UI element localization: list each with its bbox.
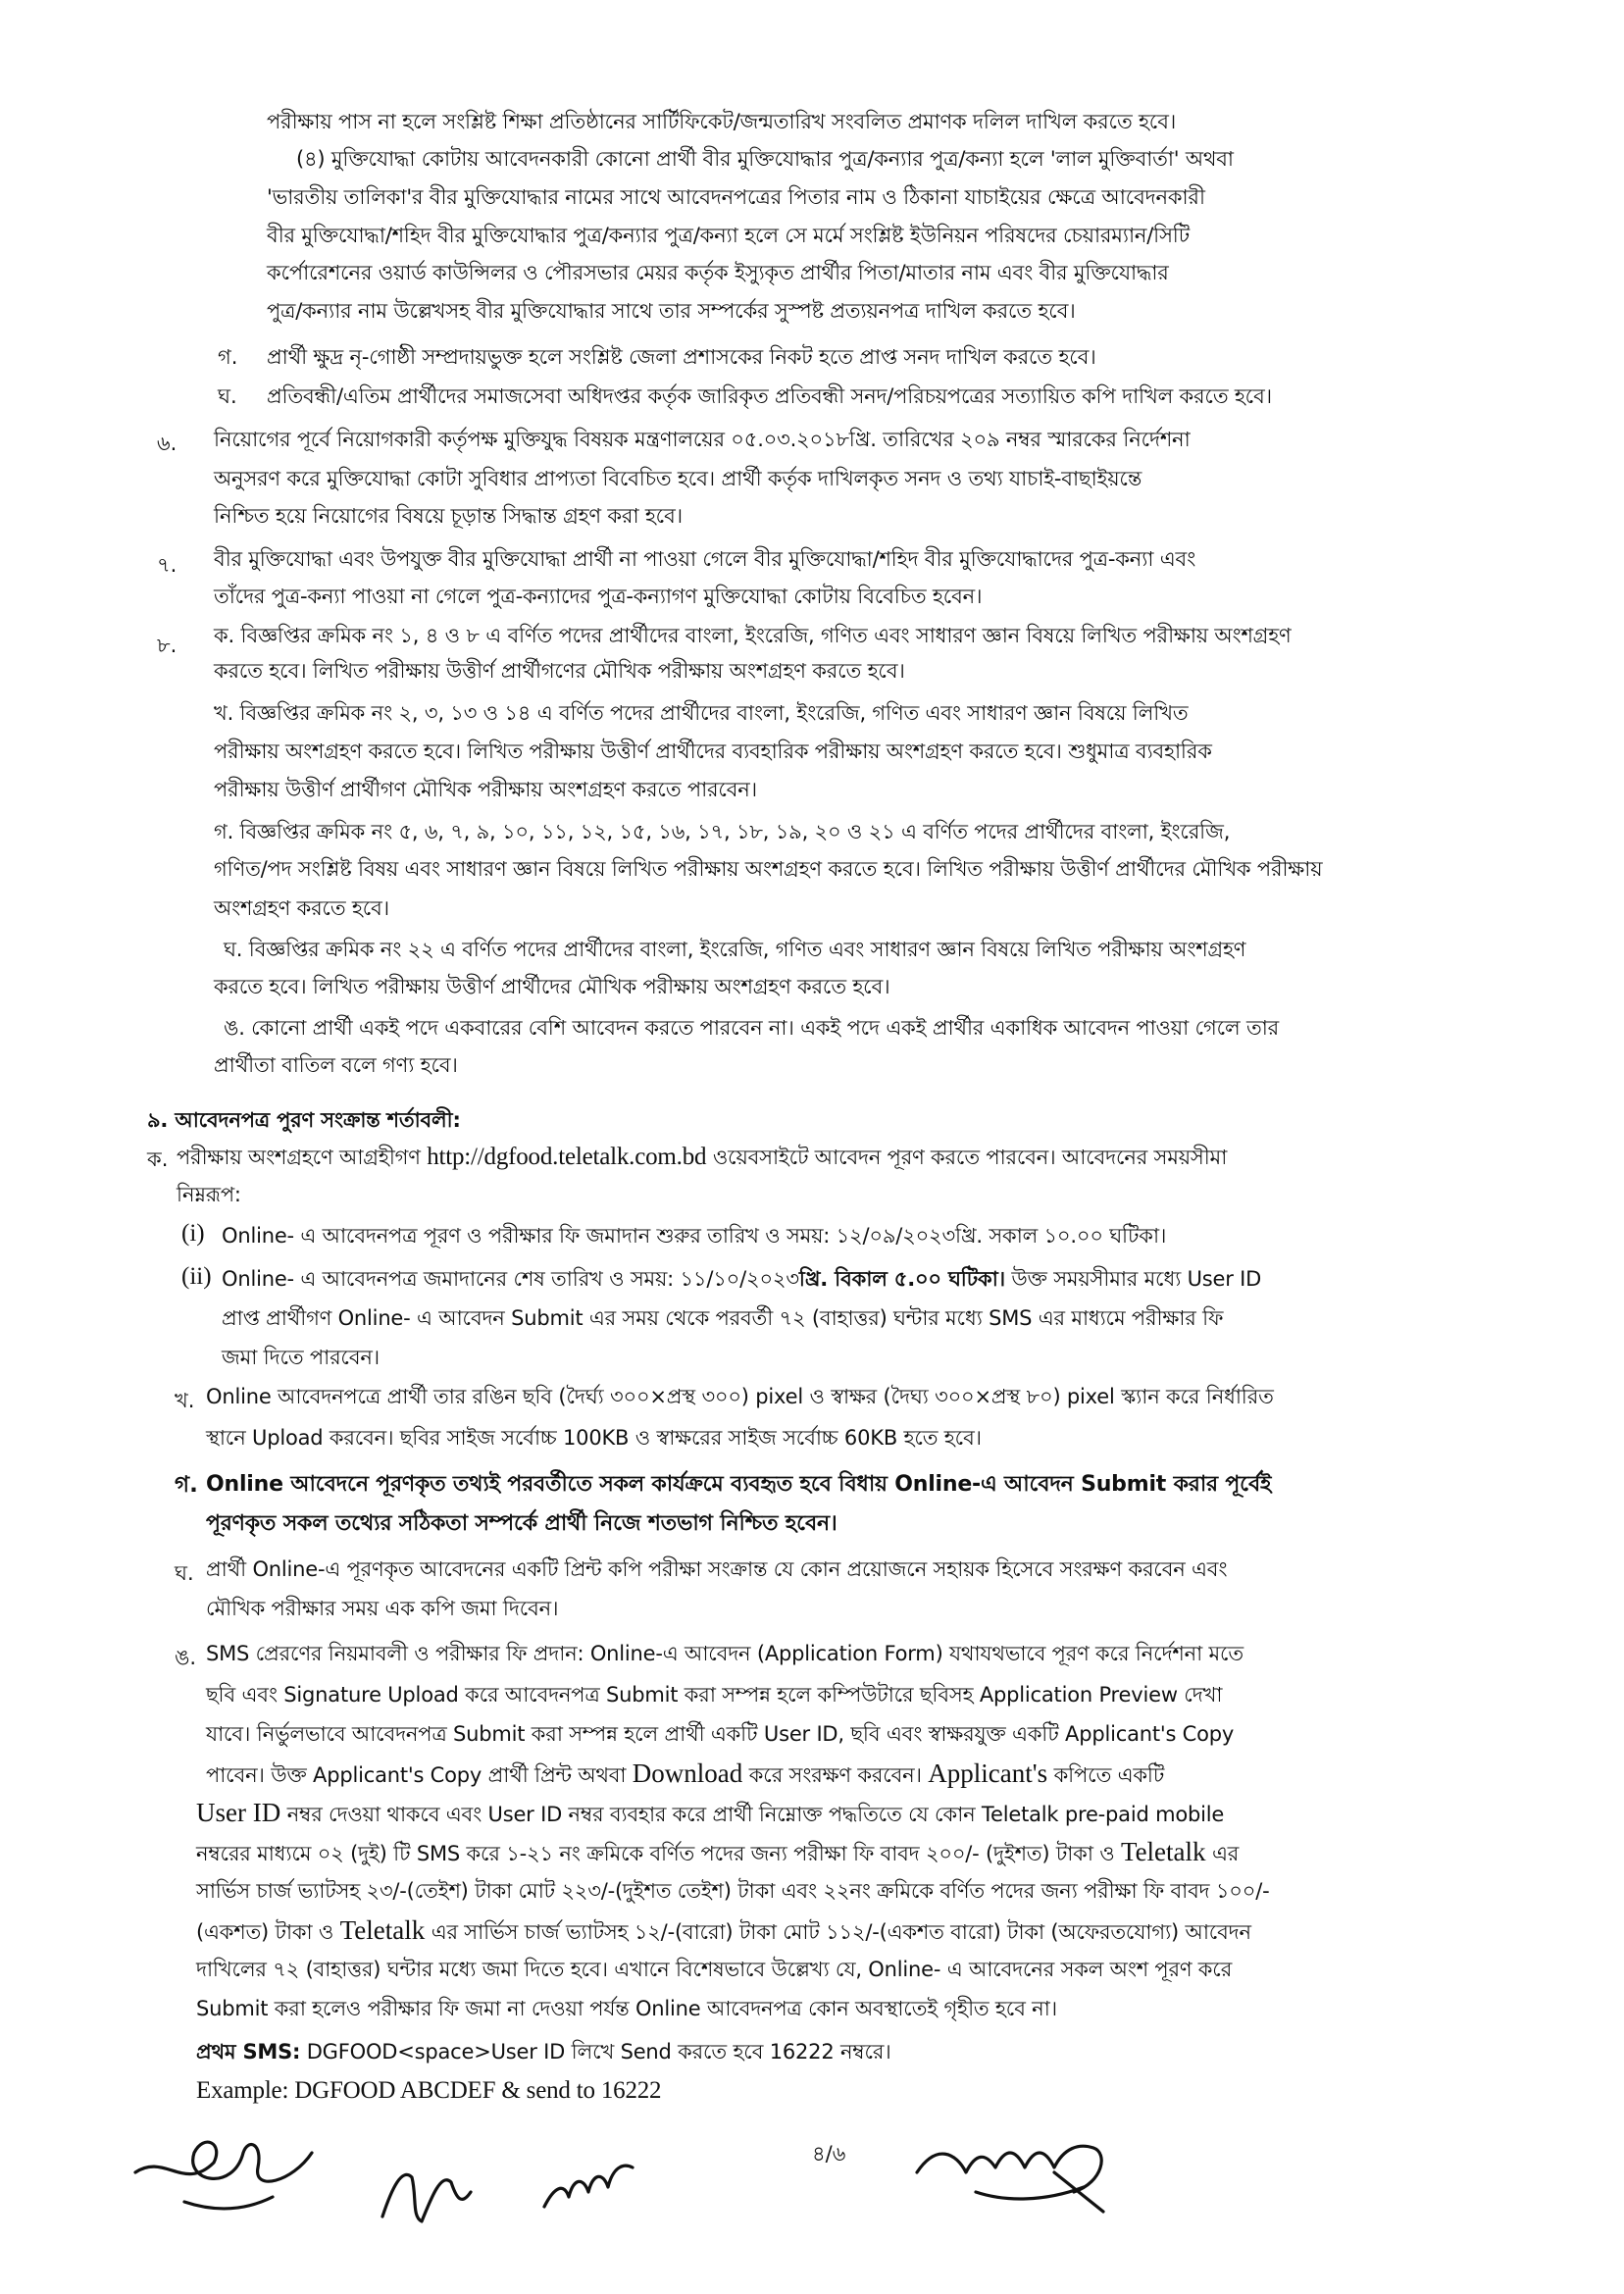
text-span-large: Teletalk — [339, 1915, 426, 1945]
text-line: 'ভারতীয় তালিকা'র বীর মুক্তিযোদ্ধার নামের সাথে আবেদনপত্রের পিতার নাম ও ঠিকানা যাচাইয়ের ক্ষেত্রে আবেদনকারী — [267, 185, 1205, 209]
text-line: পূরণকৃত সকল তথ্যের সঠিকতা সম্পর্কে প্রার্থী নিজে শতভাগ নিশ্চিত হবেন। — [206, 1511, 837, 1536]
item-label: (i) — [181, 1220, 205, 1247]
text-line: Submit করা হলেও পরীক্ষার ফি জমা না দেওয়া পর্যন্ত Online আবেদনপত্র কোন অবস্থাতেই গৃহীত হবে না। — [196, 1997, 1057, 2020]
text-span-large: Teletalk — [1120, 1837, 1206, 1866]
item-label: গ. — [175, 1472, 198, 1498]
text-line: গণিত/পদ সংশ্লিষ্ট বিষয় এবং সাধারণ জ্ঞান বিষয়ে লিখিত পরীক্ষায় অংশগ্রহণ করতে হবে। লিখিত পরীক্ষায় উত্তীর্ণ প্রার্থীদের মৌখিক পরীক্ষায় — [214, 857, 1323, 881]
text-line: যাবে। নির্ভুলভাবে আবেদনপত্র Submit করা সম্পন্ন হলে প্রার্থী একটি User ID, ছবি এবং স্বাক্ষরযুক্ত একটি Applicant's Copy — [206, 1722, 1235, 1746]
text-span: ওয়েবসাইটে আবেদন পূরণ করতে পারবেন। আবেদনের সময়সীমা — [712, 1146, 1228, 1169]
text-line: পরীক্ষায় পাস না হলে সংশ্লিষ্ট শিক্ষা প্রতিষ্ঠানের সার্টিফিকেট/জন্মতারিখ সংবলিত প্রমাণক দলিল দাখিল করতে হবে। — [267, 110, 1177, 133]
text-line: পরীক্ষায় উত্তীর্ণ প্রার্থীগণ মৌখিক পরীক্ষায় অংশগ্রহণ করতে পারবেন। — [214, 778, 757, 801]
item-label: (ii) — [181, 1263, 212, 1290]
item-label: ঘ. — [218, 384, 237, 408]
text-line: স্থানে Upload করবেন। ছবির সাইজ সর্বোচ্চ 100KB ও স্বাক্ষরের সাইজ সর্বোচ্চ 60KB হতে হবে। — [206, 1426, 982, 1450]
text-line: জমা দিতে পারবেন। — [222, 1346, 380, 1369]
text-span: পরীক্ষায় অংশগ্রহণে আগ্রহীগণ — [177, 1146, 421, 1169]
text-line: করতে হবে। লিখিত পরীক্ষায় উত্তীর্ণ প্রার্থীদের মৌখিক পরীক্ষায় অংশগ্রহণ করতে হবে। — [214, 975, 890, 998]
text-line: প্রার্থী ক্ষুদ্র নৃ-গোষ্ঠী সম্প্রদায়ভুক্ত হলে সংশ্লিষ্ট জেলা প্রশাসকের নিকট হতে প্রাপ্ত সনদ দাখিল করতে হবে। — [267, 345, 1096, 369]
text-line: সার্ভিস চার্জ ভ্যাটসহ ২৩/-(তেইশ) টাকা মোট ২২৩/-(দুইশত তেইশ) টাকা এবং ২২নং ক্রমিকে বর্ণিত পদের জন্য পরীক্ষা ফি বাবদ ১০০/- — [196, 1879, 1270, 1903]
text-line: নিশ্চিত হয়ে নিয়োগের বিষয়ে চূড়ান্ত সিদ্ধান্ত গ্রহণ করা হবে। — [214, 504, 683, 528]
text-line — [196, 1799, 1224, 1828]
text-line: প্রার্থীতা বাতিল বলে গণ্য হবে। — [214, 1053, 458, 1077]
section-heading: ৯. আবেদনপত্র পুরণ সংক্রান্ত শর্তাবলী: — [147, 1108, 461, 1132]
text-span: DGFOOD<space>User ID লিখে Send করতে হবে 16222 নম্বরে। — [306, 2040, 891, 2064]
text-line: তাঁদের পুত্র-কন্যা পাওয়া না গেলে পুত্র-কন্যাদের পুত্র-কন্যাগণ মুক্তিযোদ্ধা কোটায় বিবেচিত হবেন। — [214, 585, 983, 608]
text-line: Online আবেদনে পূরণকৃত তথ্যই পরবর্তীতে সকল কার্যক্রমে ব্যবহৃত হবে বিধায় Online-এ আবেদন Submit করার পূর্বেই — [206, 1472, 1272, 1497]
text-span: এর সার্ভিস চার্জ ভ্যাটসহ ১২/-(বারো) টাকা মোট ১১২/-(একশত বারো) টাকা (অফেরতযোগ্য) আবেদন — [431, 1920, 1251, 1944]
text-line: ঙ. কোনো প্রার্থী একই পদে একবারের বেশি আবেদন করতে পারবেন না। একই পদে একই প্রার্থীর একাধিক আবেদন পাওয়া গেলে তার — [224, 1016, 1279, 1040]
text-line: বীর মুক্তিযোদ্ধা/শহিদ বীর মুক্তিযোদ্ধার পুত্র/কন্যার পুত্র/কন্যা হলে সে মর্মে সংশ্লিষ্ট ইউনিয়ন পরিষদের চেয়ারম্যান/সিটি — [267, 224, 1191, 247]
text-line — [206, 1759, 1164, 1789]
section-number: ৮. — [157, 634, 178, 657]
text-span: কপিতে একটি — [1053, 1763, 1165, 1787]
item-label: ঙ. — [175, 1646, 197, 1669]
text-span: Online- এ আবেদনপত্র জমাদানের শেষ তারিখ ও সময়: ১১/১০/২০২৩ — [222, 1267, 799, 1291]
text-span: উক্ত সময়সীমার মধ্যে User ID — [1011, 1267, 1262, 1291]
text-span: নম্বরের মাধ্যমে ০২ (দুই) টি SMS করে ১-২১ নং ক্রমিকে বর্ণিত পদের জন্য পরীক্ষা ফি বাবদ ২০০/- (দুইশত) টাকা ও — [196, 1842, 1115, 1865]
text-span-bold: খ্রি. বিকাল ৫.০০ ঘটিকা। — [798, 1267, 1005, 1291]
text-line: গ. বিজ্ঞপ্তির ক্রমিক নং ৫, ৬, ৭, ৯, ১০, ১১, ১২, ১৫, ১৬, ১৭, ১৮, ১৯, ২০ ও ২১ এ বর্ণিত পদের প্রার্থীদের বাংলা, ইংরেজি, — [214, 820, 1231, 843]
text-line — [196, 1916, 1251, 1946]
text-line: SMS প্রেরণের নিয়মাবলী ও পরীক্ষার ফি প্রদান: Online-এ আবেদন (Application Form) যথাযথভাবে পূরণ করে নির্দেশনা মতে — [206, 1642, 1243, 1665]
text-line: দাখিলের ৭২ (বাহাত্তর) ঘন্টার মধ্যে জমা দিতে হবে। এখানে বিশেষভাবে উল্লেখ্য যে, Online- এ আবেদনের সকল অংশ পূরণ করে — [196, 1958, 1233, 1981]
text-line: মৌখিক পরীক্ষার সময় এক কপি জমা দিবেন। — [206, 1597, 559, 1620]
text-line: ঘ. বিজ্ঞপ্তির ক্রমিক নং ২২ এ বর্ণিত পদের প্রার্থীদের বাংলা, ইংরেজি, গণিত এবং সাধারণ জ্ঞান বিষয়ে লিখিত পরীক্ষায় অংশগ্রহণ — [224, 938, 1246, 961]
text-line: প্রার্থী Online-এ পূরণকৃত আবেদনের একটি প্রিন্ট কপি পরীক্ষা সংক্রান্ত যে কোন প্রয়োজনে সহায়ক হিসেবে সংরক্ষণ করবেন এবং — [206, 1557, 1228, 1581]
item-label: খ. — [175, 1389, 195, 1412]
text-span-large: Download — [632, 1759, 743, 1788]
text-line — [196, 2038, 891, 2065]
text-line: অংশগ্রহণ করতে হবে। — [214, 896, 389, 920]
text-line: Online- এ আবেদনপত্র পূরণ ও পরীক্ষার ফি জমাদান শুরুর তারিখ ও সময়: ১২/০৯/২০২৩খ্রি. সকাল ১০.০০ ঘটিকা। — [222, 1224, 1167, 1248]
signature-3 — [539, 2148, 637, 2217]
text-line: (৪) মুক্তিযোদ্ধা কোটায় আবেদনকারী কোনো প্রার্থী বীর মুক্তিযোদ্ধার পুত্র/কন্যার পুত্র/কন্যা হলে 'লাল মুক্তিবার্তা' অথবা — [296, 147, 1234, 171]
text-line: প্রতিবন্ধী/এতিম প্রার্থীদের সমাজসেবা অধিদপ্তর কর্তৃক জারিকৃত প্রতিবন্ধী সনদ/পরিচয়পত্রের সত্যায়িত কপি দাখিল করতে হবে। — [267, 384, 1272, 408]
text-line: পরীক্ষায় অংশগ্রহণ করতে হবে। লিখিত পরীক্ষায় উত্তীর্ণ প্রার্থীদের ব্যবহারিক পরীক্ষায় অংশগ্রহণ করতে হবে। শুধুমাত্র ব্যবহারিক — [214, 739, 1212, 763]
signature-2 — [373, 2148, 481, 2236]
item-label: ঘ. — [175, 1561, 194, 1585]
sms-label: প্রথম SMS: — [196, 2040, 301, 2064]
section-number: ৬. — [157, 432, 178, 455]
text-line: পুত্র/কন্যার নাম উল্লেখসহ বীর মুক্তিযোদ্ধার সাথে তার সম্পর্কের সুস্পষ্ট প্রত্যয়নপত্র দাখিল করতে হবে। — [267, 299, 1076, 323]
text-line: প্রাপ্ত প্রার্থীগণ Online- এ আবেদন Submit এর সময় থেকে পরবর্তী ৭২ (বাহাত্তর) ঘন্টার মধ্যে SMS এর মাধ্যমে পরীক্ষার ফি — [222, 1306, 1224, 1330]
text-span-large: User ID — [196, 1798, 281, 1827]
text-line: ছবি এবং Signature Upload করে আবেদনপত্র Submit করা সম্পন্ন হলে কম্পিউটারে ছবিসহ Application Preview দেখা — [206, 1683, 1223, 1707]
signature-4 — [907, 2114, 1133, 2221]
text-line: করতে হবে। লিখিত পরীক্ষায় উত্তীর্ণ প্রার্থীগণের মৌখিক পরীক্ষায় অংশগ্রহণ করতে হবে। — [214, 659, 905, 683]
text-line: খ. বিজ্ঞপ্তির ক্রমিক নং ২, ৩, ১৩ ও ১৪ এ বর্ণিত পদের প্রার্থীদের বাংলা, ইংরেজি, গণিত এবং সাধারণ জ্ঞান বিষয়ে লিখিত — [214, 701, 1189, 725]
text-span: এর — [1212, 1842, 1240, 1865]
text-line — [222, 1265, 1261, 1293]
text-line: ক. বিজ্ঞপ্তির ক্রমিক নং ১, ৪ ও ৮ এ বর্ণিত পদের প্রার্থীদের বাংলা, ইংরেজি, গণিত এবং সাধারণ জ্ঞান বিষয়ে লিখিত পরীক্ষায় অংশগ্রহণ — [214, 624, 1292, 647]
text-span: নম্বর দেওয়া থাকবে এবং User ID নম্বর ব্যবহার করে প্রার্থী নিম্নোক্ত পদ্ধতিতে যে কোন Teletalk pre-paid mobile — [286, 1803, 1225, 1826]
text-line: বীর মুক্তিযোদ্ধা এবং উপযুক্ত বীর মুক্তিযোদ্ধা প্রার্থী না পাওয়া গেলে বীর মুক্তিযোদ্ধা/শহিদ বীর মুক্তিযোদ্ধাদের পুত্র-কন্যা এবং — [214, 547, 1196, 571]
text-span: (একশত) টাকা ও — [196, 1920, 334, 1944]
text-line — [177, 1144, 1227, 1171]
item-label: গ. — [218, 345, 238, 369]
text-line: নিয়োগের পূর্বে নিয়োগকারী কর্তৃপক্ষ মুক্তিযুদ্ধ বিষয়ক মন্ত্রণালয়ের ০৫.০৩.২০১৮খ্রি. তারিখের ২০৯ নম্বর স্মারকের নির্দেশনা — [214, 428, 1191, 451]
example-line: Example: DGFOOD ABCDEF & send to 16222 — [196, 2077, 662, 2104]
website-link[interactable]: http://dgfood.teletalk.com.bd — [427, 1144, 707, 1170]
section-number: ৭. — [157, 553, 178, 577]
signature-1 — [126, 2114, 322, 2221]
text-line: অনুসরণ করে মুক্তিযোদ্ধা কোটা সুবিধার প্রাপ্যতা বিবেচিত হবে। প্রার্থী কর্তৃক দাখিলকৃত সনদ ও তথ্য যাচাই-বাছাইয়ন্তে — [214, 467, 1142, 490]
text-line — [196, 1838, 1239, 1867]
text-line: Online আবেদনপত্রে প্রার্থী তার রঙিন ছবি (দৈর্ঘ্য ৩০০×প্রস্থ ৩০০) pixel ও স্বাক্ষর (দৈঘ্য ৩০০×প্রস্থ ৮০) pixel স্ক্যান করে নির্ধারিত — [206, 1385, 1274, 1408]
text-line: নিম্নরূপ: — [177, 1183, 241, 1206]
text-span: করে সংরক্ষণ করবেন। — [748, 1763, 922, 1787]
item-label: ক. — [147, 1147, 169, 1171]
text-line: কর্পোরেশনের ওয়ার্ড কাউন্সিলর ও পৌরসভার মেয়র কর্তৃক ইস্যুকৃত প্রার্থীর পিতা/মাতার নাম এবং বীর মুক্তিযোদ্ধার — [267, 261, 1169, 284]
page-number: ৪/৬ — [812, 2142, 846, 2166]
text-span: পাবেন। উক্ত Applicant's Copy প্রার্থী প্রিন্ট অথবা — [206, 1763, 627, 1787]
text-span-large: Applicant's — [928, 1759, 1048, 1788]
